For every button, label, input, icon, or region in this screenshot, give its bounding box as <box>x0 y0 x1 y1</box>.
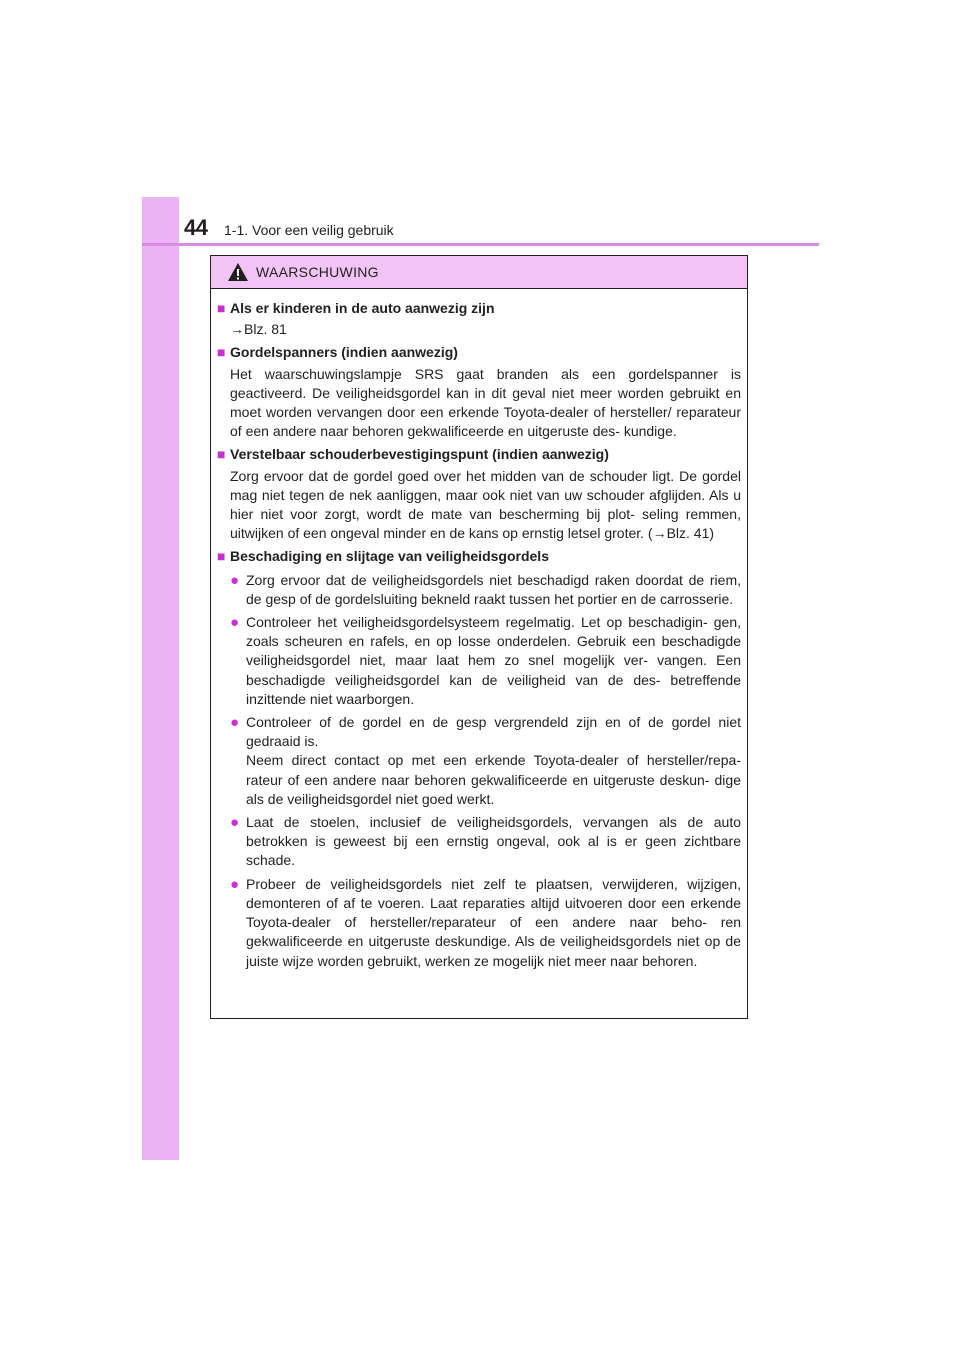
warning-content <box>211 288 747 975</box>
section-title-damage: ■ Beschadiging en slijtage van veiligheidsgordels <box>217 547 741 566</box>
section-title-pretensioners: ■ Gordelspanners (indien aanwezig) <box>217 343 741 362</box>
header-line <box>142 243 819 246</box>
section-children <box>217 299 741 339</box>
arrow-icon: → <box>652 525 667 542</box>
square-bullet-icon: ■ <box>217 300 226 316</box>
square-bullet-icon: ■ <box>217 548 226 565</box>
section-pretensioners <box>217 343 741 441</box>
section-text-pretensioners: Het waarschuwingslampje SRS gaat branden als een gordelspanner is geactiveerd. De veiligheidsgordel kan in dit geval niet meer worden gebruikt en moet worden vervangen door een erkende Toyota-dealer of hersteller/ reparateur of een andere naar behoren gekwalificeerde en uitgeruste des- kundige. <box>230 365 741 440</box>
warning-label: WAARSCHUWING <box>256 264 379 280</box>
square-bullet-icon: ■ <box>217 344 226 361</box>
section-text-shoulder-anchor: Zorg ervoor dat de gordel goed over het midden van de schouder ligt. De gordel mag niet tegen de nek aanliggen, maar ook niet van uw schouder afglijden. Als u hier niet voor zorgt, wordt de mate van bescherming bij plot- seling remmen, uitwijken of een ongeval minder en de kans op ernstig letsel groter. (→Blz. 41) <box>230 467 741 542</box>
circle-bullet-icon: ● <box>230 714 240 732</box>
side-strip <box>142 197 179 1160</box>
circle-bullet-icon: ● <box>230 814 240 832</box>
circle-bullet-icon: ● <box>230 614 240 632</box>
list-item: ● Probeer de veiligheidsgordels niet zelf te plaatsen, verwijderen, wijzigen, demonteren of af te voeren. Laat reparaties altijd uitvoeren door een erkende Toyota-dealer of hersteller/reparateur of een andere naar beho- ren gekwalificeerde en uitgeruste deskundige. Als de veiligheidsgordels niet op de juiste wijze worden gebruikt, werken ze mogelijk niet meer naar behoren. <box>217 875 741 971</box>
page-number: 44 <box>184 215 208 240</box>
circle-bullet-icon: ● <box>230 571 240 589</box>
square-bullet-icon: ■ <box>217 446 226 463</box>
warning-header <box>211 256 747 289</box>
section-damage <box>217 547 741 970</box>
list-item: ● Laat de stoelen, inclusief de veiligheidsgordels, vervangen als de auto betrokken is geweest bij een ernstig ongeval, ook al is er geen zichtbare schade. <box>217 813 741 871</box>
circle-bullet-icon: ● <box>230 875 240 893</box>
section-title: 1-1. Voor een veilig gebruik <box>224 222 394 238</box>
list-item: ● Controleer of de gordel en de gesp vergrendeld zijn en of de gordel niet gedraaid is. Neem direct contact op met een erkende Toyota-dealer of hersteller/repa- rateur of een andere naar behoren gekwalificeerde en uitgeruste deskun- dige als de veiligheidsgordel niet goed werkt. <box>217 713 741 809</box>
warning-triangle-icon <box>227 262 249 282</box>
section-title-shoulder-anchor: ■ Verstelbaar schouderbevestigingspunt (indien aanwezig) <box>217 445 741 464</box>
section-title-children: ■ Als er kinderen in de auto aanwezig zijn <box>217 299 741 318</box>
arrow-icon: → <box>230 321 244 338</box>
warning-box <box>210 255 748 1019</box>
section-text-children: →Blz. 81 <box>230 321 287 338</box>
list-item: ● Zorg ervoor dat de veiligheidsgordels niet beschadigd raken doordat de riem, de gesp of de gordelsluiting bekneld raakt tussen het portier en de carrosserie. <box>217 571 741 609</box>
list-item: ● Controleer het veiligheidsgordelsysteem regelmatig. Let op beschadigin- gen, zoals scheuren en rafels, en op losse onderdelen. Gebruik een beschadigde veiligheidsgordel niet, maar laat hem zo snel mogelijk ver- vangen. Een beschadigde veiligheidsgordel kan de veiligheid van de des- betreffende inzittende niet waarborgen. <box>217 613 741 709</box>
section-shoulder-anchor <box>217 445 741 543</box>
